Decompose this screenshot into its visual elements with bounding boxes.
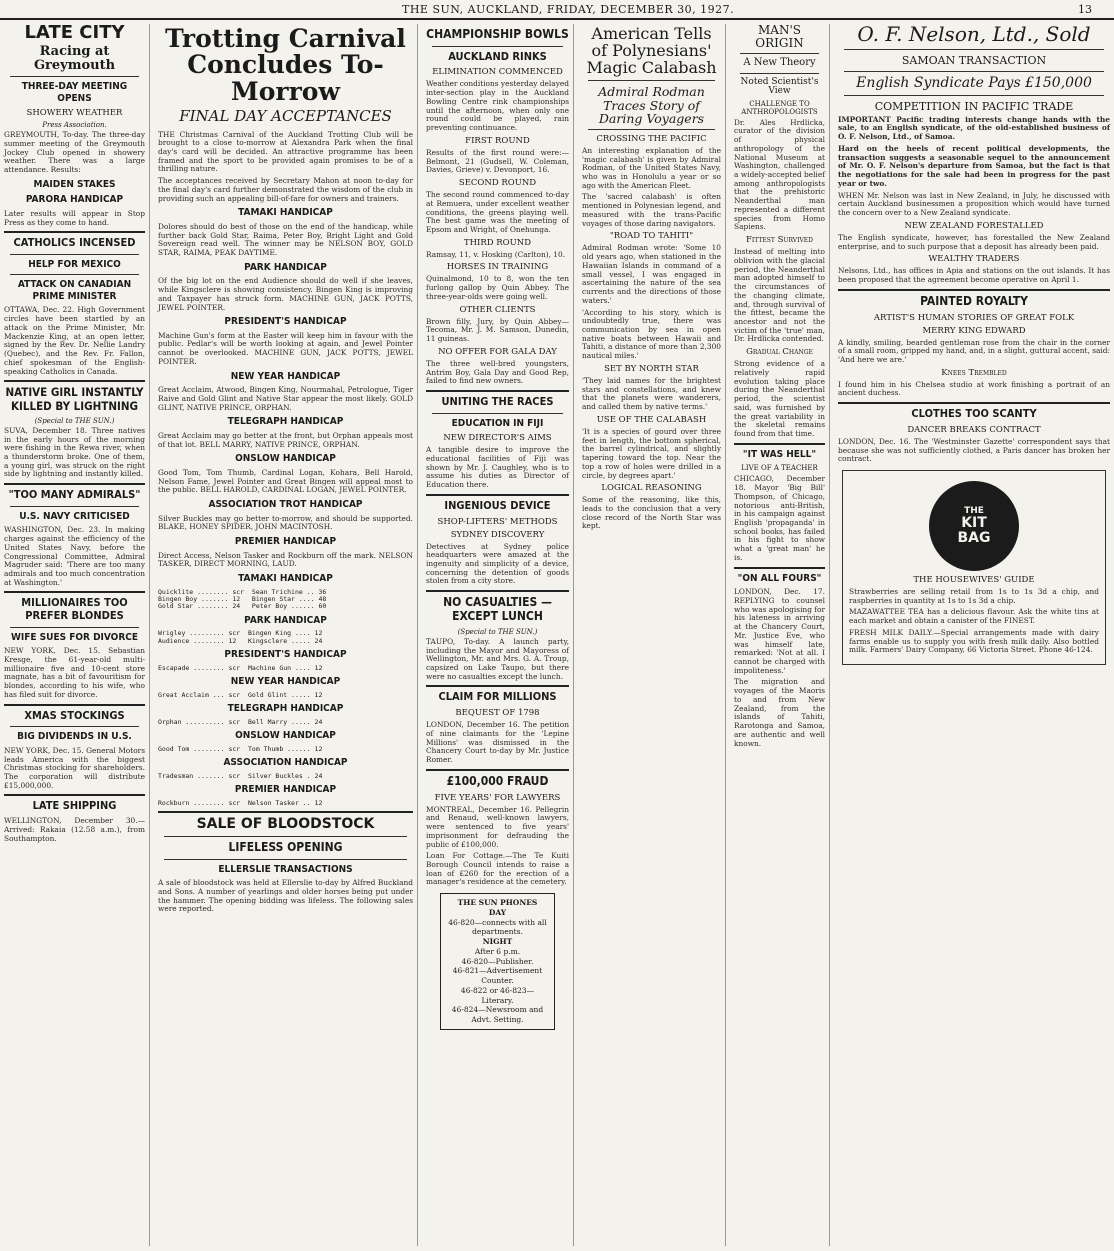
table-row: Good Tom ........ scr Tom Thumb ...... 12 [158, 745, 323, 753]
text-reasoning: Some of the reasoning, like this, leads to the conclusion that a very close record of the North Star was kept. [582, 495, 721, 531]
text-gm: NEW YORK, Dec. 15. General Motors leads America with the biggest Christmas stocking for shareholders. The corporation will distribute £15,000,000. [4, 745, 145, 790]
text-stars: 'They laid names for the brightest stars and constellations, and knew that the planets were wanderers, and called them by native terms.' [582, 375, 721, 412]
table-row: Gold Star ........ 24 Peter Boy ...... 60 [158, 603, 327, 611]
sub-tamaki: TAMAKI HANDICAP [238, 207, 333, 219]
byline-press: Press Association. [42, 121, 107, 130]
headline-trotting: Trotting Carnival Concludes To-Morrow [165, 24, 406, 106]
text-calabash-intro: An interesting explanation of the 'magic calabash' is given by Admiral Rodman, of the United States Navy, who was in Honolulu a year or so ago with the American Fleet. [582, 145, 721, 190]
headline-racing-greymouth: Racing at Greymouth [33, 43, 116, 73]
table-row: Tradesman ....... scr Silver Buckles . 24 [158, 772, 323, 780]
sub-new-theory: A New Theory [743, 57, 816, 69]
sub-king-edward: MERRY KING EDWARD [922, 325, 1026, 336]
column-bowls [422, 24, 574, 1246]
headline-claim: CLAIM FOR MILLIONS [438, 690, 557, 704]
sub-lawyers: FIVE YEARS' FOR LAWYERS [434, 792, 561, 803]
text-lepine: LONDON, December 16. The petition of nine claimants for the 'Lepine Millions' was dismissed in the Chancery Court to-day by Mr. Justice Romer. [426, 720, 569, 765]
sub-teacher: LIVE OF A TEACHER [741, 464, 818, 473]
ad-housewives: THE HOUSEWIVES' GUIDE [913, 575, 1035, 586]
sub-north-star: SET BY NORTH STAR [604, 363, 699, 374]
headline-late-city: LATE CITY [24, 24, 125, 43]
sub-park: PARK HANDICAP [244, 261, 327, 273]
headline-bloodstock: SALE OF BLOODSTOCK [196, 816, 375, 833]
sub-final-day: FINAL DAY ACCEPTANCES [179, 106, 392, 125]
text-evolution: Strong evidence of a relatively rapid evolution taking place during the Neanderthal period, the scientist said, was furnished by the great variability in the skeletal remains found from that time. [734, 359, 825, 439]
sub-showery: SHOWERY WEATHER [26, 108, 123, 119]
column-trotting [154, 24, 418, 1246]
sub-navy: U.S. NAVY CRITICISED [19, 510, 130, 522]
table-row: Escapade ........ scr Machine Gun .... 12 [158, 664, 323, 672]
text-royalty: A kindly, smiling, bearded gentleman rose from the chair in the corner of a small room, gripped my hand, and, in a slight, guttural accent, said: 'And here we are.' [838, 337, 1110, 364]
kit-word-kit: KIT [961, 515, 987, 532]
sub-first-round: FIRST ROUND [465, 135, 530, 146]
byline-special: (Special to THE SUN.) [34, 416, 115, 425]
text-onslow: Good Tom, Tom Thumb, Cardinal Logan, Kohara, Bell Harold, Nelson Fame, Jewel Pointer and Great Bingen will appeal most to the public. BELL HAROLD, CARDINAL LOGAN, JEWEL POINTER. [158, 467, 413, 495]
sub-premier: PREMIER HANDICAP [234, 536, 337, 548]
headline-nelson: O. F. Nelson, Ltd., Sold [857, 24, 1091, 46]
sub-sydney: SYDNEY DISCOVERY [450, 529, 545, 540]
sub-knees: Knees Trembled [941, 367, 1007, 378]
sub-logical: LOGICAL REASONING [601, 483, 702, 494]
phones-advt: 46-821—Advertisement Counter. [452, 966, 543, 986]
table-row: Bingen Boy ....... 12 Bingen Star .... 48 [158, 595, 327, 603]
sub-traders: WEALTHY TRADERS [928, 254, 1020, 265]
table-row: Orphan .......... scr Bell Marry ..... 24 [158, 718, 323, 726]
table-row: Wrigley ......... scr Bingen King .... 12 [158, 630, 323, 638]
kit-word-the: THE [964, 505, 984, 516]
headline-hell: "IT WAS HELL" [742, 448, 817, 460]
sub-dividends: BIG DIVIDENDS IN U.S. [17, 731, 132, 743]
headline-casualties: NO CASUALTIES —EXCEPT LUNCH [443, 595, 552, 623]
sub-divorce: WIFE SUES FOR DIVORCE [10, 631, 139, 643]
sub-horses-training: HORSES IN TRAINING [446, 262, 549, 273]
text-nelson-lead: IMPORTANT Pacific trading interests change hands with the sale, to an English syndicate, of the old-established business of O. F. Nelson, Ltd., of Samoa. [838, 114, 1110, 142]
text-new-year: Great Acclaim, Atwood, Bingen King, Nourmahal, Petrologue, Tiger Raive and Gold Glint and Native Star appear the most likely. GOLD GLINT, NATIVE PRINCE, ORPHAN. [158, 385, 413, 412]
text-kresge: NEW YORK, Dec. 15. Sebastian Kresge, the 61-year-old multi-millionaire five and 10-cent store magnate, has a bit of favouritism for blondes, according to his wife, who has filed suit for divorce. [4, 646, 145, 699]
text-later-results: Later results will appear in Stop Press as they come to hand. [4, 208, 145, 227]
sub-dancer: DANCER BREAKS CONTRACT [907, 424, 1041, 435]
phones-day: DAY [488, 907, 507, 917]
text-ottawa: OTTAWA, Dec. 22. High Government circles have been startled by an attack on the Prime Minister, Mr. Mackenzie King, at an open letter, signed by the Rev. Dr. Nellie Landry (Quebec), and the Rev. Fr. Fallon, chief spokesman of the English-speaking Catholics in Canada. [4, 305, 145, 376]
table-row: Great Acclaim ... scr Gold Glint ..... 12 [158, 691, 323, 699]
text-bloodstock: A sale of bloodstock was held at Ellerslie to-day by Alfred Buckland and Sons. A number of yearlings and older horses being put under the hammer. The opening bidding was lifeless. The following sales were reported. [158, 878, 413, 914]
headline-fraud: £100,000 FRAUD [446, 773, 549, 788]
headline-admirals: "TOO MANY ADMIRALS" [8, 488, 141, 502]
text-gourd: 'It is a species of gourd over three feet in length, the bottom spherical, the barrel cylindrical, and slightly tapering toward the top. Near the top a row of holes were drilled in a circle, by degrees apart.' [582, 426, 721, 480]
headline-uniting: UNITING THE RACES [441, 395, 554, 409]
sub-third-round: THIRD ROUND [463, 237, 532, 248]
sub-use-calabash: USE OF THE CALABASH [596, 414, 707, 425]
table-head-association: ASSOCIATION HANDICAP [223, 757, 348, 769]
page-number: 13 [1078, 2, 1092, 16]
ad-strawberries: Strawberries are selling retail from 1s to 1s 3d a chip, and raspberries in quantity at 1s to 1s 3d a chip. [849, 587, 1099, 605]
sub-three-day: THREE-DAY MEETING OPENS [21, 81, 128, 104]
sub-syndicate: English Syndicate Pays £150,000 [856, 75, 1092, 91]
sub-road-tahiti: "ROAD TO TAHITI" [609, 231, 694, 242]
column-calabash [578, 24, 726, 1246]
text-bowls: Weather conditions yesterday delayed inter-section play in the Auckland Bowling Centre rink championships until the afternoon, when only one round could be played, rain preventing continuance. [426, 79, 569, 133]
table-head-tamaki: TAMAKI HANDICAP [238, 573, 333, 584]
text-hrdlicka: Dr. Ales Hrdlicka, curator of the division of physical anthropology of the National Museum at Washington, challenged a widely-accepted belief among anthropologists that the prehistoric Neanderthal man represented a different species from Homo Sapiens. [734, 117, 825, 232]
headline-bowls: CHAMPIONSHIP BOWLS [426, 27, 569, 41]
table-head-telegraph: TELEGRAPH HANDICAP [227, 703, 344, 715]
sub-director: NEW DIRECTOR'S AIMS [443, 433, 552, 444]
text-premier: Direct Access, Nelson Tasker and Rockburn off the mark. NELSON TASKER, DIRECT MORNING, LAUD. [158, 550, 413, 569]
text-trotting-intro: THE Christmas Carnival of the Auckland Trotting Club will be brought to a close to-morrow at Alexandra Park when the final day's card will be decided. An attractive programme has been framed and the sport to be provided again promises to be of a thrilling nature. [158, 129, 413, 174]
text-sydney: Detectives at Sydney police headquarters were amazed at the ingenuity and simplicity of a device, concerning the detention of goods stolen from a city store. [426, 541, 569, 586]
sub-second-round: SECOND ROUND [458, 178, 537, 189]
text-gala: The three well-bred youngsters, Antrim Boy, Gala Day and Good Rep, failed to find new owners. [426, 358, 569, 386]
ad-mazawattee: MAZAWATTEE TEA has a delicious flavour. Ask the white tins at each market and obtain a canister of the FINEST. [849, 607, 1099, 626]
sub-lifeless: LIFELESS OPENING [228, 839, 343, 854]
text-third-round: Ramsay, 11, v. Hosking (Carlton), 10. [426, 249, 566, 259]
text-acceptances: The acceptances received by Secretary Mahon at noon to-day for the final day's card further demonstrated the wisdom of the club in providing such an appealing bill-of-fare for owners and trainers. [158, 176, 413, 203]
text-nelson-sequel: Hard on the heels of recent political developments, the transaction suggests a seasonable sequel to the announcement of Mr. O. F. Nelson's departure from Samoa, but the fact is that the negotiations for the sale had been in progress for the past year or two. [838, 143, 1110, 188]
text-sacred: The 'sacred calabash' is often mentioned in Polynesian legend, and measured with the trans-Pacific voyages of those daring navigators. [582, 192, 721, 228]
text-washington: WASHINGTON, Dec. 23. In making charges against the efficiency of the United States Navy, before the Congressional Committee, Admiral Magruder said: 'There are too many admirals and too much concentration at Washington.' [4, 525, 145, 587]
text-fiji: A tangible desire to improve the educational facilities of Fiji was shown by Mr. J. Caughley, who is to assume his duties as Director of Education there. [426, 445, 569, 490]
text-clients: Brown filly, Jury, by Quin Abbey—Tecoma, Mr. J. M. Samson, Dunedin, 11 guineas. [426, 316, 569, 344]
headline-origin: MAN'S ORIGIN [755, 24, 804, 50]
table-head-presidents: PRESIDENT'S HANDICAP [224, 649, 347, 661]
text-association: Silver Buckles may go better to-morrow, and should be supported. BLAKE, HONEY SPIDER, JOHN MACINTOSH. [158, 513, 413, 532]
sub-forestalled: NEW ZEALAND FORESTALLED [904, 220, 1044, 231]
headline-calabash: American Tells of Polynesians' Magic Calabash [586, 24, 717, 77]
headline-royalty: PAINTED ROYALTY [920, 293, 1028, 308]
sub-fittest: Fittest Survived [746, 235, 813, 246]
text-neanderthal: Instead of melting into oblivion with the glacial period, the Neanderthal man adopted himself to the circumstances of the changing climate, and, through survival of the fittest, became the ancestor and not the victim of the 'true' man, Dr. Hrdlicka contended. [734, 247, 825, 344]
sub-competition: COMPETITION IN PACIFIC TRADE [874, 99, 1074, 113]
text-presidents: Machine Gun's form at the Easter will keep him in favour with the public. Pedlar's will be worth looking at again, and Jewel Pointer cannot be overlooked. MACHINE GUN, JACK POTTS, JEWEL POINTER. [158, 330, 413, 366]
text-nelson-july: WHEN Mr. Nelson was last in New Zealand, in July, he discussed with certain Auckland businessmen a proposition which would have turned the concern over to a New Zealand syndicate. [838, 190, 1110, 218]
text-chelsea: I found him in his Chelsea studio at work finishing a portrait of an ancient duchess. [838, 379, 1110, 398]
text-greymouth: GREYMOUTH, To-day. The three-day summer meeting of the Greymouth Jockey Club opened in showery weather. There was a large attendance. Results: [4, 130, 145, 175]
headline-xmas: XMAS STOCKINGS [24, 708, 125, 722]
phones-night: NIGHT [482, 937, 513, 947]
sub-gradual: Gradual Change [746, 347, 813, 358]
text-suva: SUVA, December 18. Three natives in the early hours of the morning were fishing in the Rewa river, when a thunderstorm broke. One of them, a young girl, was struck on the right side by lightning and instantly killed. [4, 425, 145, 479]
text-second-round: The second round commenced to-day at Remuera, under excellent weather conditions, the greens playing well. The best game was the meeting of Epsom and Wright, of Onehunga. [426, 190, 569, 234]
phones-literary: 46-822 or 46-823—Literary. [460, 985, 535, 1005]
sub-artist: ARTIST'S HUMAN STORIES OF GREAT FOLK [873, 312, 1075, 323]
sub-other-clients: OTHER CLIENTS [459, 304, 536, 315]
text-hawaii: 'According to his story, which is undoubtedly true, there was communication by sea in open native boats between Hawaii and Tahiti, a distance of more than 2,300 nautical miles.' [582, 307, 721, 361]
text-forestalled: The English syndicate, however, has forestalled the New Zealand enterprise, and to such purpose that a deposit has already been paid. [838, 232, 1110, 251]
sub-auckland-rinks: AUCKLAND RINKS [448, 49, 547, 63]
column-nelson [834, 24, 1114, 1246]
text-loan: Loan For Cottage.—The Te Kuiti Borough Council intends to raise a loan of £260 for the erection of a manager's residence at the cemetery. [426, 851, 569, 887]
text-park: Of the big lot on the end Audience should do well if she leaves, while Kingsclere is showing consistency. Bingen King is improving and Taxpayer has struck form. MACHINE GUN, JACK POTTS, JEWEL POINTER. [158, 276, 413, 312]
phones-newsroom: 46-824—Newsroom and Advt. Setting. [451, 1005, 544, 1025]
headline-catholics: CATHOLICS INCENSED [13, 236, 136, 250]
sub-new-year: NEW YEAR HANDICAP [230, 370, 341, 382]
sub-admiral: Admiral Rodman Traces Story of Daring Voyagers [598, 84, 705, 126]
table-row: Audience ........ 12 Kingsclere ..... 24 [158, 637, 323, 645]
phones-day-line: 46-820—connects with all departments. [448, 917, 547, 937]
sub-challenge: CHALLENGE TO ANTHROPOLOGISTS [741, 99, 818, 116]
sub-association: ASSOCIATION TROT HANDICAP [208, 499, 363, 511]
phones-after: After 6 p.m. [474, 946, 521, 956]
ad-fresh-milk: FRESH MILK DAILY.—Special arrangements made with dairy farms enable us to supply you with fresh milk daily. Also bottled milk. Farmers' Dairy Company, 66 Victoria Street. Phone 46-124. [849, 627, 1099, 655]
text-telegraph: Great Acclaim may go better at the front, but Orphan appeals most of that lot. BELL MARRY, NATIVE PRINCE, ORPHAN. [158, 430, 413, 449]
sub-education-fiji: EDUCATION IN FIJI [451, 417, 544, 429]
text-horses: Quinalmond, 10 to 8, won the ten furlong gallop by Quin Abbey. The three-year-olds were going well. [426, 274, 569, 301]
masthead-title: THE SUN, AUCKLAND, FRIDAY, DECEMBER 30, 1927. [402, 2, 735, 16]
text-shipping: WELLINGTON, December 30.—Arrived: Rakaia (12.58 a.m.), from Southampton. [4, 816, 145, 843]
phones-title: THE SUN PHONES [457, 898, 538, 908]
phones-publisher: 46-820—Publisher. [461, 956, 534, 966]
headline-device: INGENIOUS DEVICE [444, 498, 551, 512]
table-head-new-year: NEW YEAR HANDICAP [230, 676, 341, 688]
text-first-round: Results of the first round were:— Belmont, 21 (Gudsell, W. Coleman, Davies, Grieve) v. Devonport, 16. [426, 147, 569, 175]
sub-ellerslie: ELLERSLIE TRANSACTIONS [218, 863, 353, 875]
headline-all-fours: "ON ALL FOURS" [737, 572, 822, 584]
sun-phones-box [440, 893, 555, 1030]
table-row: Rockburn ........ scr Nelson Tasker .. 12 [158, 799, 323, 807]
text-rodman: Admiral Rodman wrote: 'Some 10 old years ago, when stationed in the Hawaiian Islands in command of a small vessel, I was engaged in ascertaining the nature of the sea currents and the directions of those waters.' [582, 243, 721, 305]
sub-elimination: ELIMINATION COMMENCED [432, 67, 563, 78]
sub-attack-pm: ATTACK ON CANADIAN PRIME MINISTER [17, 279, 132, 302]
masthead [0, 0, 1114, 20]
headline-native-girl: NATIVE GIRL INSTANTLY KILLED BY LIGHTNING [5, 385, 144, 413]
headline-shipping: LATE SHIPPING [32, 799, 117, 813]
table-row: Quicklite ........ scr Sean Trichine .. 36 [158, 588, 327, 596]
table-head-onslow: ONSLOW HANDICAP [235, 730, 336, 742]
sub-shoplifters: SHOP-LIFTERS' METHODS [437, 516, 558, 527]
text-taupo: TAUPO, To-day. A launch party, including the Mayor and Mayoress of Wellington, Mr. and Mrs. G. A. Troup, capsized on Lake Taupo, but there were no casualties except the lunch. [426, 636, 569, 681]
text-chicago: CHICAGO, December 18. Mayor 'Big Bill' Thompson, of Chicago, notorious anti-British, in his campaign against English 'propaganda' in school books, has failed in his fight to show what a 'great man' he is. [734, 474, 825, 562]
sub-help-mexico: HELP FOR MEXICO [28, 258, 121, 270]
text-dancer: LONDON, Dec. 16. The 'Westminster Gazette' correspondent says that because she was not sufficiently clothed, a Paris dancer has broken her contract. [838, 436, 1110, 464]
headline-clothes: CLOTHES TOO SCANTY [911, 407, 1037, 421]
sub-onslow: ONSLOW HANDICAP [235, 453, 336, 465]
sub-bequest: BEQUEST OF 1798 [455, 708, 540, 719]
table-head-premier: PREMIER HANDICAP [234, 784, 337, 796]
column-origin [730, 24, 830, 1246]
sub-presidents: PRESIDENT'S HANDICAP [224, 316, 347, 328]
text-tamaki: Dolores should do best of those on the end of the handicap, while further back Gold Star, Raima, Peter Boy, Bright Light and Gold Sovereign read well. The winner may be NELSON BOY, GOLD STAR, RAIMA, PEAK DAYTIME. [158, 221, 413, 258]
headline-blondes: MILLIONAIRES TOO PREFER BLONDES [21, 596, 128, 623]
kit-word-bag: BAG [957, 529, 991, 546]
text-migration: The migration and voyages of the Maoris to and from New Zealand, from the islands of Tahiti, Rarotonga and Samoa, are authentic and well known. [734, 677, 825, 748]
sub-scientist: Noted Scientist's View [740, 76, 819, 97]
kit-bag-ad [842, 470, 1106, 665]
sub-crossing: CROSSING THE PACIFIC [596, 133, 707, 144]
text-justice-eve: LONDON, Dec. 17. REPLYING to counsel who was apologising for his lateness in arriving at the Chancery Court, Mr. Justice Eve, who was himself late, remarked: 'Not at all. I cannot be charged with impoliteness.' [734, 587, 825, 675]
text-traders: Nelsons, Ltd., has offices in Apia and stations on the out islands. It has been proposed that the agreement become operative on April 1. [838, 266, 1110, 284]
byline-special-3: (Special to THE SUN.) [457, 627, 538, 636]
sub-parora: PARORA HANDICAP [25, 194, 124, 206]
column-late-city [0, 24, 150, 1246]
sub-samoan: SAMOAN TRANSACTION [901, 54, 1047, 67]
sub-telegraph: TELEGRAPH HANDICAP [227, 416, 344, 428]
text-montreal: MONTREAL, December 16. Pellegrin and Renaud, well-known lawyers, were sentenced to five years' imprisonment for defrauding the public of £100,000. [426, 804, 569, 849]
table-head-park: PARK HANDICAP [244, 614, 327, 626]
kit-bag-logo [929, 481, 1019, 571]
sub-gala-day: NO OFFER FOR GALA DAY [438, 346, 557, 357]
sub-maiden-stakes: MAIDEN STAKES [33, 178, 116, 190]
